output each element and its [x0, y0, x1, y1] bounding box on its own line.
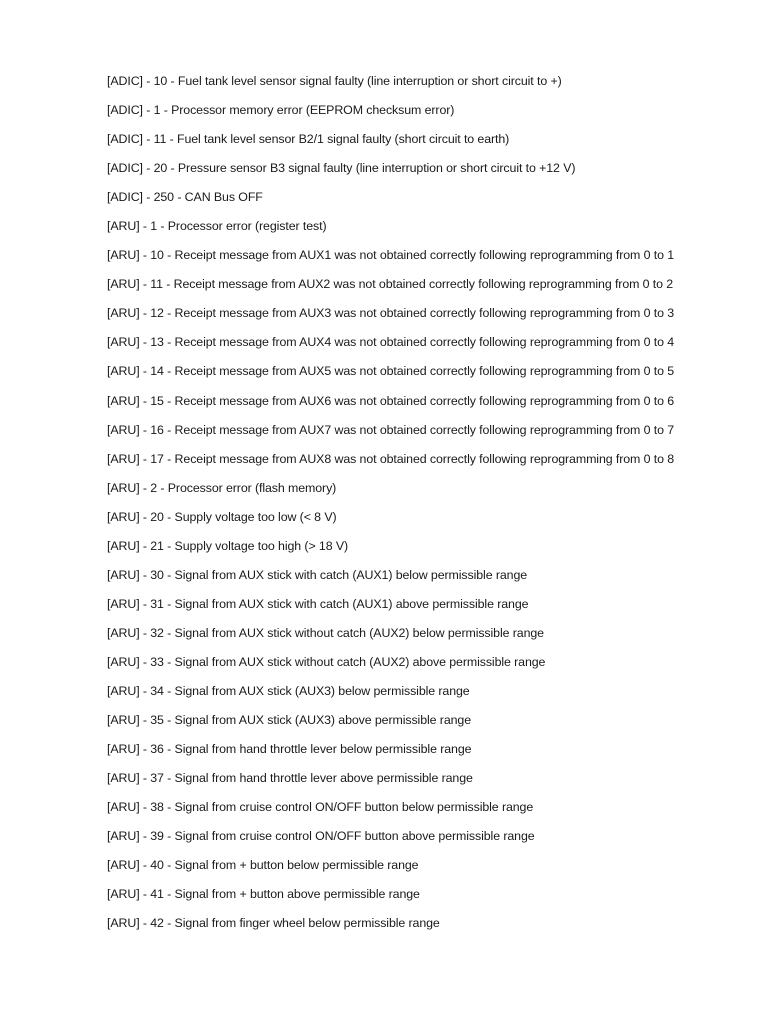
fault-code-line: [ADIC] - 250 - CAN Bus OFF — [107, 190, 263, 205]
fault-code-line: [ARU] - 37 - Signal from hand throttle lever above permissible range — [107, 771, 473, 786]
fault-code-line: [ARU] - 40 - Signal from + button below permissible range — [107, 858, 419, 873]
fault-code-line: [ARU] - 15 - Receipt message from AUX6 was not obtained correctly following reprogramming from 0 to 6 — [107, 393, 674, 408]
fault-code-line: [ADIC] - 1 - Processor memory error (EEPROM checksum error) — [107, 103, 455, 118]
fault-code-line: [ARU] - 16 - Receipt message from AUX7 was not obtained correctly following reprogramming from 0 to 7 — [107, 422, 674, 437]
fault-code-line: [ARU] - 14 - Receipt message from AUX5 was not obtained correctly following reprogramming from 0 to 5 — [107, 364, 674, 379]
fault-code-line: [ARU] - 32 - Signal from AUX stick without catch (AUX2) below permissible range — [107, 625, 544, 640]
fault-code-line: [ARU] - 41 - Signal from + button above permissible range — [107, 887, 420, 902]
fault-code-line: [ARU] - 35 - Signal from AUX stick (AUX3) above permissible range — [107, 713, 471, 728]
fault-code-line: [ARU] - 17 - Receipt message from AUX8 was not obtained correctly following reprogramming from 0 to 8 — [107, 451, 674, 466]
fault-code-line: [ARU] - 33 - Signal from AUX stick without catch (AUX2) above permissible range — [107, 654, 546, 669]
fault-code-list — [107, 71, 747, 942]
fault-code-line: [ARU] - 11 - Receipt message from AUX2 was not obtained correctly following reprogramming from 0 to 2 — [107, 277, 674, 292]
fault-code-line: [ARU] - 38 - Signal from cruise control ON/OFF button below permissible range — [107, 800, 534, 815]
fault-code-line: [ARU] - 31 - Signal from AUX stick with catch (AUX1) above permissible range — [107, 596, 529, 611]
fault-code-line: [ADIC] - 11 - Fuel tank level sensor B2/1 signal faulty (short circuit to earth) — [107, 132, 510, 147]
fault-code-line: [ADIC] - 10 - Fuel tank level sensor signal faulty (line interruption or short circuit to +) — [107, 74, 562, 88]
fault-code-line: [ARU] - 10 - Receipt message from AUX1 was not obtained correctly following reprogramming from 0 to 1 — [107, 248, 674, 263]
fault-code-line: [ARU] - 39 - Signal from cruise control ON/OFF button above permissible range — [107, 829, 535, 844]
fault-code-line: [ARU] - 1 - Processor error (register test) — [107, 219, 327, 234]
fault-code-line: [ARU] - 30 - Signal from AUX stick with catch (AUX1) below permissible range — [107, 567, 528, 582]
fault-code-line: [ARU] - 34 - Signal from AUX stick (AUX3) below permissible range — [107, 683, 470, 698]
fault-code-line: [ARU] - 42 - Signal from finger wheel below permissible range — [107, 916, 440, 931]
fault-code-line: [ARU] - 2 - Processor error (flash memory) — [107, 480, 337, 495]
fault-code-line: [ARU] - 20 - Supply voltage too low (< 8 V) — [107, 509, 337, 524]
fault-code-line: [ARU] - 21 - Supply voltage too high (> 18 V) — [107, 538, 349, 553]
fault-code-line: [ARU] - 12 - Receipt message from AUX3 was not obtained correctly following reprogramming from 0 to 3 — [107, 306, 674, 321]
fault-code-line: [ADIC] - 20 - Pressure sensor B3 signal faulty (line interruption or short circuit to +12 V) — [107, 161, 576, 176]
fault-code-line: [ARU] - 13 - Receipt message from AUX4 was not obtained correctly following reprogramming from 0 to 4 — [107, 335, 674, 350]
fault-code-line: [ARU] - 36 - Signal from hand throttle lever below permissible range — [107, 742, 472, 757]
